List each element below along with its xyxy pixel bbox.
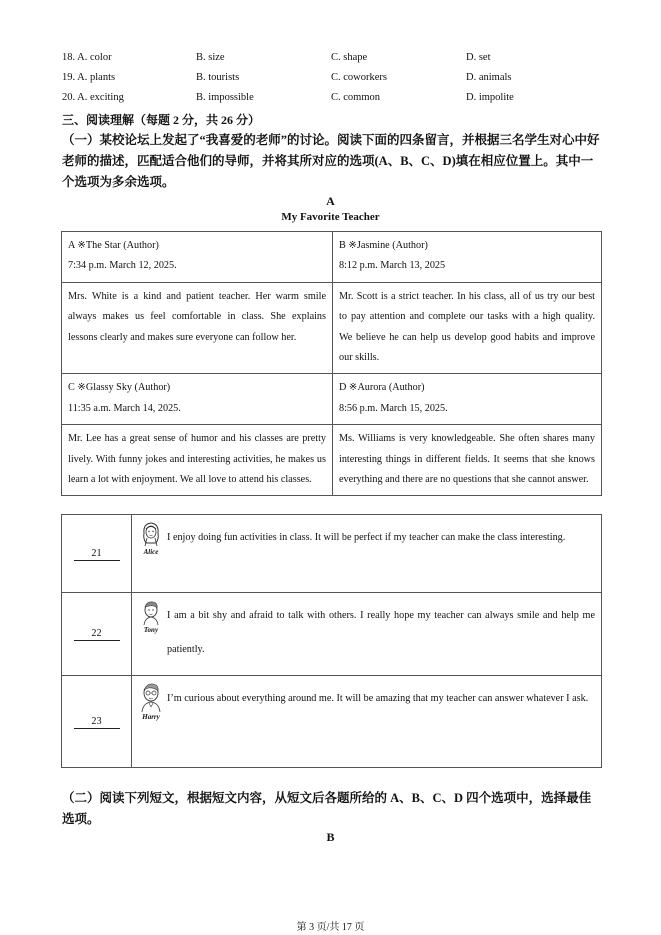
tony-avatar — [138, 599, 164, 634]
option-a: 18. A. color — [62, 52, 112, 63]
avatar-name: Harry — [142, 713, 160, 721]
girl-portrait-icon — [140, 521, 162, 547]
harry-avatar — [138, 682, 164, 721]
option-c: C. coworkers — [331, 72, 387, 83]
student-statement-harry — [132, 676, 602, 768]
post-time: 11:35 a.m. March 14, 2025. — [68, 402, 181, 414]
boy-portrait-icon — [140, 599, 162, 625]
student-matching-table — [61, 514, 602, 768]
avatar-name: Tony — [143, 626, 159, 634]
post-author: C ※Glassy Sky (Author) — [68, 382, 171, 394]
option-d: D. animals — [466, 72, 512, 83]
post-time: 7:34 p.m. March 12, 2025. — [68, 260, 177, 272]
student-statement-tony — [132, 593, 602, 676]
answer-blank-23[interactable]: 23 — [74, 715, 120, 729]
option-d: D. set — [466, 52, 491, 63]
post-header-b — [333, 232, 602, 283]
post-time: 8:12 p.m. March 13, 2025 — [339, 260, 446, 272]
part2-instruction: （二）阅读下列短文，根据短文内容，从短文后各题所给的 A、B、C、D 四个选项中，选择最佳选项。 — [62, 791, 592, 826]
answer-blank-21[interactable]: 21 — [74, 547, 120, 561]
option-a: 19. A. plants — [62, 72, 116, 83]
post-header-a — [62, 232, 333, 283]
post-body-d: Ms. Williams is very knowledgeable. She often shares many interesting things in different fields. It seems that she knows everything and there are no questions that she cannot answer. — [333, 425, 602, 496]
passage-label-a: A — [326, 194, 335, 208]
statement-text: I’m curious about everything around me. It will be amazing that my teacher can answer whatever I ask. — [167, 693, 589, 704]
statement-text: I am a bit shy and afraid to talk with others. I really hope my teacher can always smile and help me patiently. — [167, 610, 595, 655]
forum-posts-table — [61, 231, 602, 496]
option-d: D. impolite — [466, 92, 514, 103]
boy-glasses-portrait-icon — [139, 682, 163, 712]
answer-cell-22 — [62, 593, 132, 676]
post-body-a: Mrs. White is a kind and patient teacher. Her warm smile always makes us feel comfortable in class. She explains lessons clearly and makes sure everyone can follow her. — [62, 282, 333, 374]
answer-cell-21 — [62, 515, 132, 593]
post-body-c: Mr. Lee has a great sense of humor and his classes are pretty lively. With funny jokes and interesting activities, he makes us learn a lot with enjoyment. We all love to attend his classes. — [62, 425, 333, 496]
option-b: B. size — [196, 52, 225, 63]
avatar-name: Alice — [143, 548, 159, 556]
passage-title: My Favorite Teacher — [281, 211, 380, 223]
post-author: D ※Aurora (Author) — [339, 382, 425, 394]
part1-instruction: （一）某校论坛上发起了“我喜爱的老师”的讨论。阅读下面的四条留言，并根据三名学生对心中好老师的描述，匹配适合他们的导师，并将其所对应的选项(A、B、C、D)填在相应位置上。其中一个选项为多余选项。 — [62, 133, 600, 189]
option-a: 20. A. exciting — [62, 92, 124, 103]
student-statement-alice — [132, 515, 602, 593]
statement-text: I enjoy doing fun activities in class. It will be perfect if my teacher can make the class interesting. — [167, 532, 566, 543]
answer-cell-23 — [62, 676, 132, 768]
page-footer: 第 3 页/共 17 页 — [296, 922, 365, 933]
post-author: A ※The Star (Author) — [68, 240, 159, 251]
option-b: B. impossible — [196, 92, 254, 103]
passage-label-b: B — [326, 830, 335, 844]
section-title: 三、阅读理解（每题 2 分，共 26 分） — [62, 113, 261, 127]
option-c: C. common — [331, 92, 380, 103]
post-time: 8:56 p.m. March 15, 2025. — [339, 402, 448, 414]
answer-blank-22[interactable]: 22 — [74, 627, 120, 641]
post-body-b: Mr. Scott is a strict teacher. In his class, all of us try our best to pay attention and complete our tasks with a high quality. We believe he can help us develop good habits and improve our skills. — [333, 282, 602, 374]
option-c: C. shape — [331, 52, 368, 63]
post-author: B ※Jasmine (Author) — [339, 240, 428, 251]
alice-avatar — [138, 521, 164, 556]
option-b: B. tourists — [196, 72, 240, 83]
post-header-c — [62, 374, 333, 425]
post-header-d — [333, 374, 602, 425]
